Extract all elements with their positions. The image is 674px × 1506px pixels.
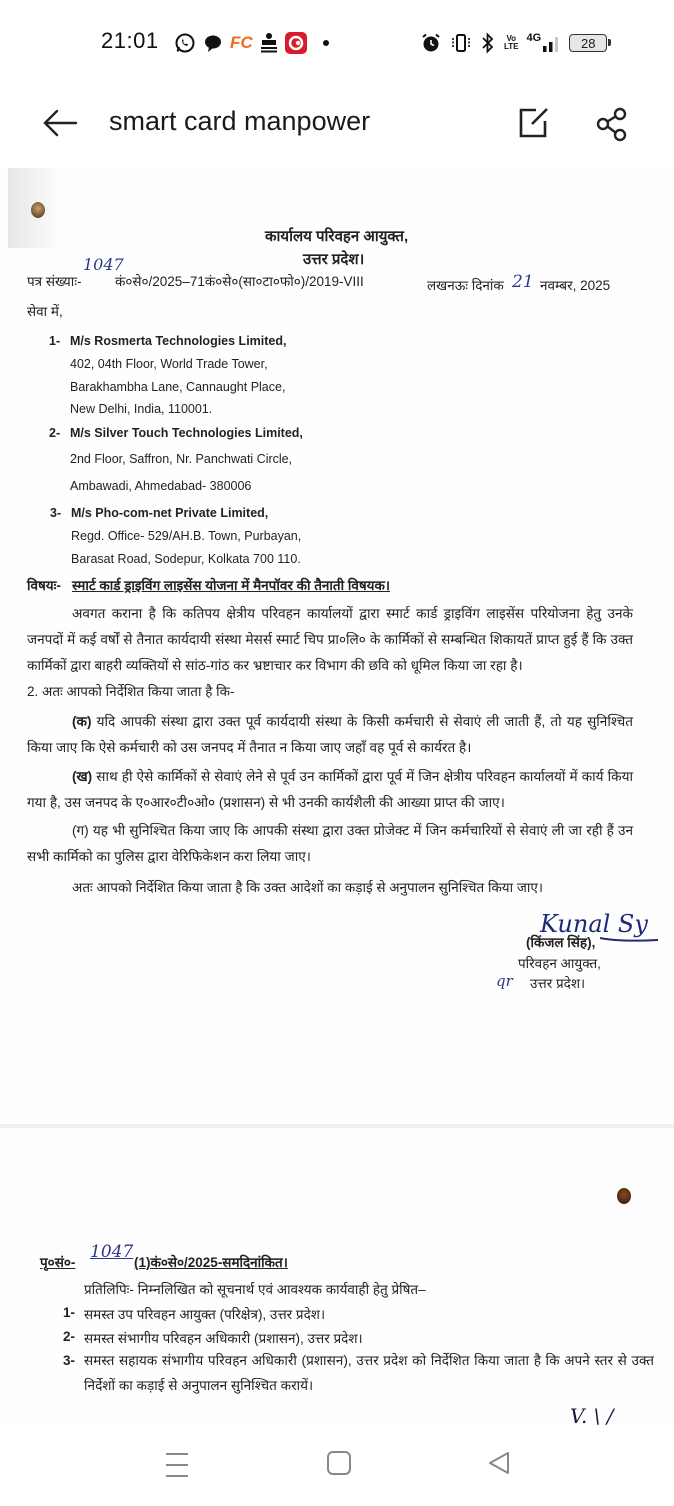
salutation: सेवा में, <box>27 304 63 319</box>
notification-icons <box>174 30 329 56</box>
copy-number: 2- <box>63 1329 76 1344</box>
partial-signature: V. \ / <box>570 1404 614 1428</box>
battery-icon: 28 <box>569 34 607 52</box>
page-title: smart card manpower <box>109 106 371 136</box>
recipient-name: M/s Pho-com-net Private Limited, <box>71 506 269 520</box>
recipient-number: 3- <box>50 506 62 520</box>
punch-hole-mark <box>31 202 45 218</box>
body-paragraph-2: 2. अतः आपको निर्देशित किया जाता है कि- <box>27 684 235 699</box>
signatory-state: उत्तर प्रदेश। <box>530 976 586 991</box>
arrow-left-icon <box>40 106 80 140</box>
red-app-icon <box>285 32 307 54</box>
clause-kha-text: साथ ही ऐसे कार्मिकों से सेवाएं लेने से पूर्व उन कार्मिकों द्वारा पूर्व में जिन क्षेत्रीय परिवहन कार्यालयों में कार्य किया गया है, उस जनपद के ए०आर०टी०ओ० (प्रशासन) से भी उनकी कार्यशैली की आख्या प्राप्त की जाए। <box>27 769 633 810</box>
copy-intro: प्रतिलिपिः- निम्नलिखित को सूचनार्थ एवं आवश्यक कार्यवाही हेतु प्रेषित– <box>84 1282 426 1297</box>
back-button[interactable] <box>40 106 80 140</box>
copy-number: 3- <box>63 1353 76 1368</box>
share-button[interactable] <box>594 106 630 142</box>
fc-app-icon: FC <box>230 33 253 52</box>
edit-icon <box>516 106 550 140</box>
copy-recipient: समस्त सहायक संभागीय परिवहन अधिकारी (प्रशासन), उत्तर प्रदेश को निर्देशित किया जाता है कि अपने स्तर से उक्त निर्देशों का कड़ाई से अनुपालन सुनिश्चित करायें। <box>84 1353 654 1393</box>
volte-icon: Vo LTE <box>504 34 519 51</box>
more-notifications-dot <box>323 40 329 46</box>
recipient-address-line: 402, 04th Floor, World Trade Tower, <box>70 357 268 371</box>
document-page-2[interactable] <box>0 1128 674 1428</box>
clause-ga: (ग) यह भी सुनिश्चित किया जाए कि आपकी संस्था द्वारा उक्त प्रोजेक्ट में जिन कर्मचारियों से सेवाएं ली जा रही हैं उन सभी कार्मिको का पुलिस द्वारा वेरिफिकेशन करा लिया जाए। <box>27 823 633 864</box>
share-icon <box>594 106 630 142</box>
copy-ref-handwritten: 1047 <box>90 1242 134 1262</box>
subject-text: स्मार्ट कार्ड ड्राइविंग लाइसेंस योजना में मैनपॉवर की तैनाती विषयक। <box>72 578 390 593</box>
recipient-name: M/s Rosmerta Technologies Limited, <box>70 334 287 348</box>
recipient-address-line: New Delhi, India, 110001. <box>70 402 213 416</box>
letter-no-handwritten: 1047 <box>83 255 124 274</box>
signature-stroke <box>600 928 660 948</box>
signatory-name: (किंजल सिंह), <box>526 935 596 950</box>
subject-label: विषयः- <box>27 578 61 593</box>
signatory-title: परिवहन आयुक्त, <box>518 956 601 971</box>
closing-instruction: अतः आपको निर्देशित किया जाता है कि उक्त आदेशों का कड़ाई से अनुपालन सुनिश्चित किया जाए। <box>72 880 543 895</box>
sign-initials: qr <box>496 972 513 990</box>
back-triangle-icon <box>486 1450 512 1476</box>
alarm-icon <box>420 32 442 54</box>
message-icon <box>202 32 224 54</box>
copy-recipient: समस्त संभागीय परिवहन अधिकारी (प्रशासन), उत्तर प्रदेश। <box>84 1331 363 1346</box>
system-icons <box>420 30 607 56</box>
place-date-label: लखनऊः दिनांक <box>427 278 504 293</box>
clause-kha-label: (ख) <box>72 769 93 784</box>
date-handwritten: 21 <box>512 272 534 292</box>
whatsapp-icon <box>174 32 196 54</box>
recipient-address-line: Ambawadi, Ahmedabad- 380006 <box>70 479 252 493</box>
vibrate-icon <box>450 32 472 54</box>
body-paragraph-1: अवगत कराना है कि कतिपय क्षेत्रीय परिवहन कार्यालयों द्वारा स्मार्ट कार्ड ड्राइविंग लाइसेंस परियोजना हेतु उनके जनपदों में कई वर्षों से तैनात कार्यदायी संस्था मेसर्स स्मार्ट चिप प्रा०लि० के कार्मिकों से सम्बन्धित शिकायतें प्राप्त हुई हैं कि उक्त कार्मिकों द्वारा बाहरी व्यक्तियों से सांठ-गांठ कर भ्रष्टाचार कर विभाग की छवि को धूमिल किया जा रहा है। <box>27 606 633 673</box>
4g-signal-icon: 4G <box>527 32 562 54</box>
copy-ref-label: पृ०सं०- <box>40 1255 76 1270</box>
edit-button[interactable] <box>516 106 550 140</box>
recent-apps-icon <box>164 1450 190 1480</box>
recipient-address-line: Regd. Office- 529/AH.B. Town, Purbayan, <box>71 529 302 543</box>
recipient-address-line: 2nd Floor, Saffron, Nr. Panchwati Circle, <box>70 452 293 466</box>
copy-recipient: समस्त उप परिवहन आयुक्त (परिक्षेत्र), उत्तर प्रदेश। <box>84 1307 326 1322</box>
clause-kha <box>27 764 633 816</box>
home-icon <box>326 1450 352 1476</box>
recent-apps-button[interactable] <box>164 1450 190 1485</box>
nav-back-button[interactable] <box>486 1450 512 1481</box>
bluetooth-icon <box>480 32 496 54</box>
date-month-year: नवम्बर, 2025 <box>540 278 611 293</box>
recipient-address-line: Barakhambha Lane, Cannaught Place, <box>70 380 286 394</box>
clause-ka-text: यदि आपकी संस्था द्वारा उक्त पूर्व कार्यदायी संस्था के किसी कर्मचारी से सेवाएं ली जाती हैं, तो यह सुनिश्चित किया जाए कि ऐसे कर्मचारी को उस जनपद में तैनात न किया जाए जहाँ वह पूर्व से कार्यरत है। <box>27 714 633 755</box>
signature-scrawl: Kunal Sy <box>540 910 648 938</box>
app-bar <box>0 92 674 154</box>
status-bar <box>0 0 674 88</box>
navigation-bar <box>0 1430 674 1506</box>
punch-hole-mark <box>617 1188 631 1204</box>
recipient-number: 2- <box>49 426 61 440</box>
copy-number: 1- <box>63 1305 76 1320</box>
recipient-address-line: Barasat Road, Sodepur, Kolkata 700 110. <box>71 552 301 566</box>
clause-ka-label: (क) <box>72 714 92 729</box>
letter-reference: कं०से०/2025–71कं०से०(सा०टा०फो०)/2019-VIII <box>115 274 364 289</box>
news-app-icon <box>259 32 279 54</box>
clause-ka <box>27 709 633 761</box>
office-line-1: कार्यालय परिवहन आयुक्त, <box>265 228 409 245</box>
letter-no-label: पत्र संख्याः- <box>27 274 82 289</box>
document-page-1[interactable] <box>0 168 674 1126</box>
recipient-name: M/s Silver Touch Technologies Limited, <box>70 426 303 440</box>
copy-ref-rest: (1)कं०से०/2025-समदिनांकित। <box>134 1255 288 1270</box>
office-line-2: उत्तर प्रदेश। <box>303 251 365 268</box>
recipient-number: 1- <box>49 334 61 348</box>
status-time: 21:01 <box>101 28 159 53</box>
home-button[interactable] <box>326 1450 352 1481</box>
